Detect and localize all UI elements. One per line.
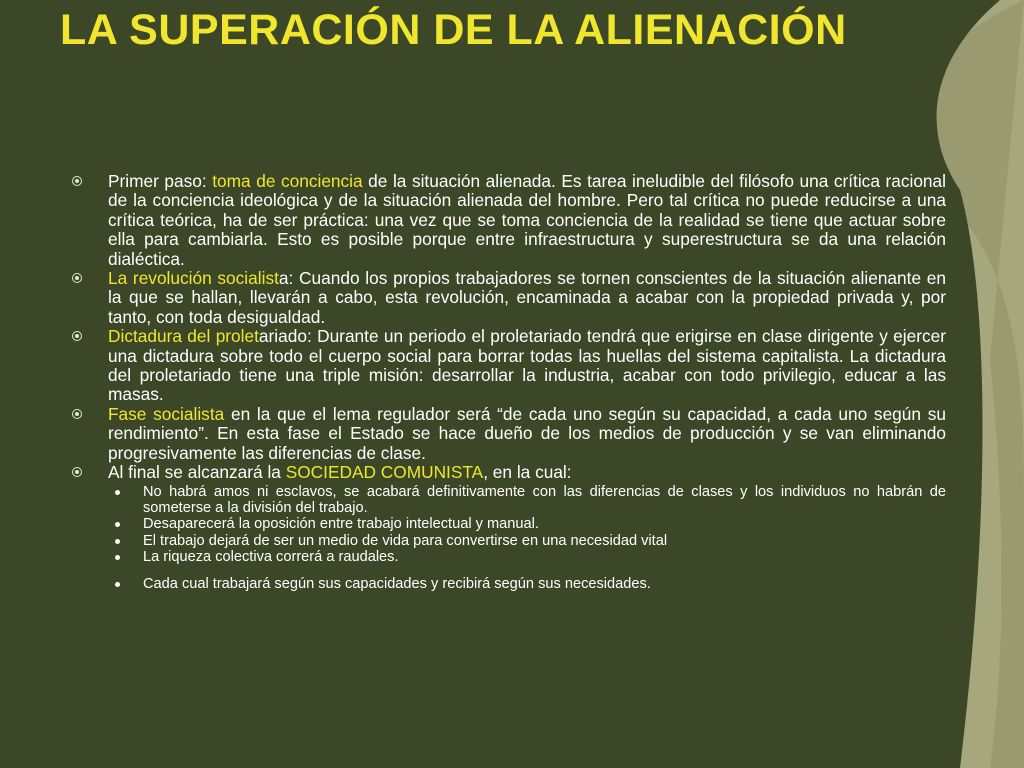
sub-bullet-list <box>72 484 946 592</box>
slide-title: LA SUPERACIÓN DE LA ALIENACIÓN <box>60 6 847 54</box>
sub-bullet-text: La riqueza colectiva correrá a raudales. <box>143 549 399 566</box>
bullet-fase-socialista <box>72 405 946 463</box>
circle-bullet-icon <box>72 273 82 283</box>
bullet-primer-paso <box>72 172 946 269</box>
sub-bullet-item <box>108 533 946 549</box>
dot-bullet-icon <box>115 539 120 544</box>
dot-bullet-icon <box>115 490 120 495</box>
bullet-prefix: Al final se alcanzará la <box>108 462 286 483</box>
sub-bullet-item <box>108 549 946 565</box>
slide-content <box>72 172 946 592</box>
sub-bullet-text: No habrá amos ni esclavos, se acabará definitivamente con las diferencias de clases y los individuos no habrán de someterse a la división del trabajo. <box>143 483 946 516</box>
dot-bullet-icon <box>115 522 120 527</box>
sub-bullet-item <box>108 484 946 517</box>
bullet-highlight: Fase socialista <box>108 403 225 424</box>
circle-bullet-icon <box>72 176 82 186</box>
bullet-highlight: toma de conciencia <box>212 171 363 191</box>
circle-bullet-icon <box>72 409 82 419</box>
bullet-highlight: La revolución socialist <box>108 268 279 289</box>
sub-bullet-text: El trabajo dejará de ser un medio de vida para convertirse en una necesidad vital <box>143 532 668 549</box>
sub-bullet-text: Cada cual trabajará según sus capacidades y recibirá según sus necesidades. <box>143 575 651 592</box>
sub-bullet-text: Desaparecerá la oposición entre trabajo intelectual y manual. <box>143 516 539 533</box>
bullet-text: en la que el lema regulador será “de cada uno según su capacidad, a cada uno según su rendimiento”. En esta fase el Estado se hace dueño de los medios de producción y se van eliminando progresivamente las diferencias de clase. <box>108 403 946 463</box>
bullet-text: , en la cual: <box>483 462 572 483</box>
circle-bullet-icon <box>72 331 82 341</box>
dot-bullet-icon <box>115 582 120 587</box>
bullet-prefix: Primer paso: <box>108 171 213 191</box>
bullet-text: a: Cuando los propios trabajadores se tornen conscientes de la situación alienante en la que se hallan, llevarán a cabo, esta revolución, encaminada a acabar con la propiedad privada y, por tanto, con toda desigualdad. <box>108 268 947 327</box>
sub-bullet-item <box>108 516 946 532</box>
bullet-text: de la situación alienada. Es tarea ineludible del filósofo una crítica racional de la conciencia ideológica y de la situación alienada del hombre. Pero tal crítica no puede reducirse a una crítica teórica, ha de ser práctica: una vez que se toma conciencia de la realidad se tiene que actuar sobre ella para cambiarla. Esto es posible porque entre infraestructura y superestructura se da una relación dialéctica. <box>108 171 946 269</box>
bullet-revolucion-socialista <box>72 269 946 327</box>
circle-bullet-icon <box>72 467 82 477</box>
dot-bullet-icon <box>115 555 120 560</box>
bullet-highlight: SOCIEDAD COMUNISTA <box>285 462 484 483</box>
bullet-text: ariado: Durante un periodo el proletariado tendrá que erigirse en clase dirigente y ejercer una dictadura sobre todo el cuerpo social para borrar todas las huellas del sistema capitalista. La dictadura del proletariado tiene una triple misión: desarrollar la industria, acabar con todo privilegio, educar a las masas. <box>108 326 946 405</box>
bullet-dictadura-proletariado <box>72 327 946 405</box>
bullet-sociedad-comunista <box>72 463 946 482</box>
sub-bullet-item <box>108 576 946 592</box>
bullet-highlight: Dictadura del prolet <box>108 326 259 347</box>
